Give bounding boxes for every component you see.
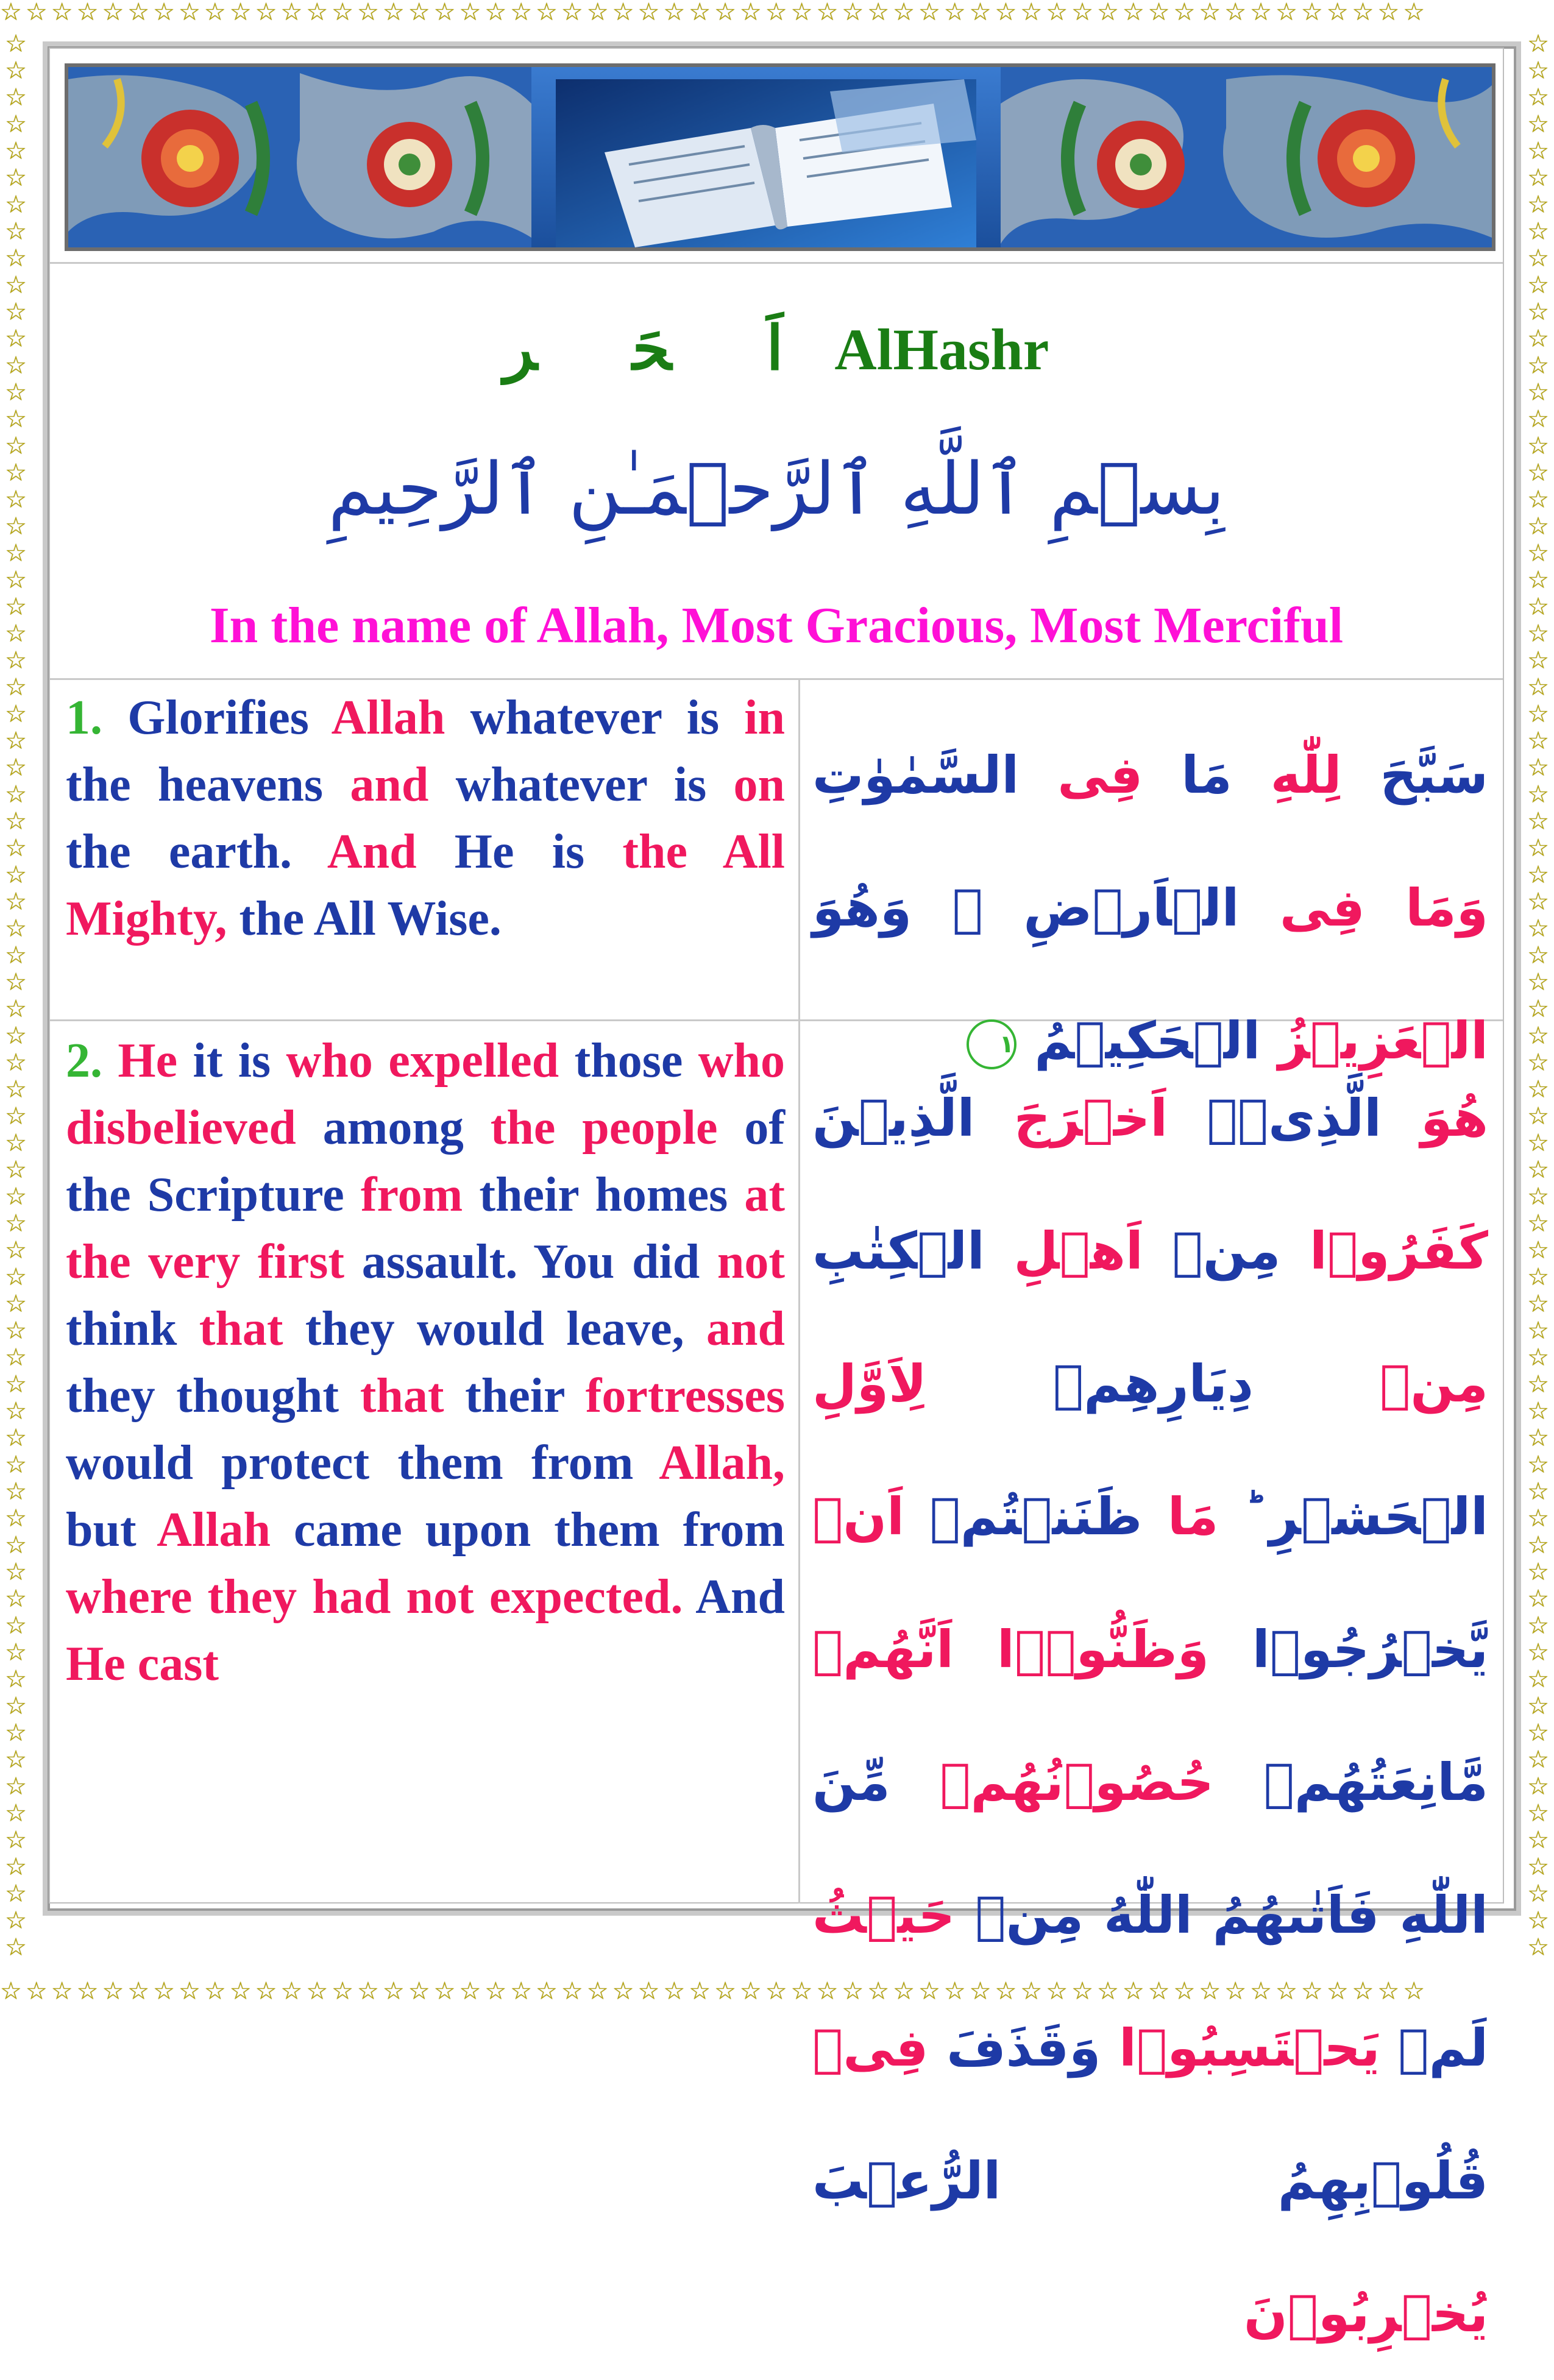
star-icon: ☆ bbox=[5, 1719, 27, 1747]
star-icon: ☆ bbox=[1527, 1746, 1549, 1774]
text-run: اَنۡ bbox=[812, 1487, 904, 1546]
text-run: فِی bbox=[1239, 878, 1365, 938]
text-run: اَهۡلِ bbox=[984, 1221, 1143, 1281]
left-floral-ornament bbox=[68, 67, 531, 247]
bismillah-english: In the name of Allah, Most Gracious, Most Merciful bbox=[209, 597, 1344, 654]
star-icon: ☆ bbox=[1527, 244, 1549, 272]
text-run: from bbox=[360, 1168, 463, 1222]
star-icon: ☆ bbox=[1527, 378, 1549, 406]
star-icon: ☆ bbox=[1527, 1022, 1549, 1050]
star-icon: ☆ bbox=[5, 1183, 27, 1211]
star-icon: ☆ bbox=[5, 1022, 27, 1050]
text-run: whatever is bbox=[428, 758, 734, 812]
text-run: وَقَذَفَ bbox=[928, 2018, 1101, 2078]
star-icon: ☆ bbox=[1527, 110, 1549, 138]
star-icon: ☆ bbox=[1527, 1424, 1549, 1452]
star-icon: ☆ bbox=[1527, 32, 1549, 58]
text-run: السَّمٰوٰتِ bbox=[812, 745, 1020, 805]
star-icon: ☆ bbox=[5, 459, 27, 487]
star-icon: ☆ bbox=[1527, 218, 1549, 246]
text-run: اَخۡرَجَ bbox=[974, 1088, 1168, 1148]
star-icon: ☆ bbox=[5, 1102, 27, 1130]
star-icon: ☆ bbox=[1527, 1773, 1549, 1801]
star-icon: ☆ bbox=[1527, 1236, 1549, 1264]
star-icon: ☆ bbox=[1527, 1370, 1549, 1398]
star-icon: ☆ bbox=[5, 1290, 27, 1318]
star-icon: ☆ bbox=[1527, 1263, 1549, 1291]
star-icon: ☆ bbox=[5, 620, 27, 648]
text-run: الۡكِتٰبِ bbox=[812, 1221, 985, 1281]
text-run: think bbox=[66, 1302, 199, 1356]
star-icon: ☆ bbox=[5, 1799, 27, 1827]
text-run: یُخۡرِبُوۡنَ bbox=[1243, 2284, 1488, 2343]
star-icon: ☆ bbox=[5, 325, 27, 353]
star-icon: ☆ bbox=[1527, 486, 1549, 514]
text-run: الَّذِیۡۤ bbox=[1168, 1088, 1382, 1148]
header-banner bbox=[65, 63, 1495, 251]
star-icon: ☆ bbox=[1527, 1531, 1549, 1559]
text-run: مِّنَ اللّٰهِ bbox=[812, 1752, 1488, 1945]
text-run: اَنَّهُمۡ bbox=[812, 1620, 954, 1679]
star-icon: ☆ bbox=[5, 1209, 27, 1238]
star-icon: ☆ bbox=[1527, 1129, 1549, 1157]
star-icon: ☆ bbox=[5, 941, 27, 969]
text-run: He is bbox=[416, 825, 623, 879]
surah-title bbox=[50, 313, 1503, 384]
text-run: مَا bbox=[1143, 745, 1232, 805]
star-icon: ☆ bbox=[1527, 1317, 1549, 1345]
surah-title-english: AlHashr bbox=[834, 317, 1049, 382]
star-icon: ☆ bbox=[5, 298, 27, 326]
top-star-border: ☆☆☆☆☆☆☆☆☆☆☆☆☆☆☆☆☆☆☆☆☆☆☆☆☆☆☆☆☆☆☆☆☆☆☆☆☆☆☆☆☆☆☆☆☆☆☆☆☆☆☆☆☆☆☆☆ bbox=[0, 0, 1429, 26]
star-icon: ☆ bbox=[5, 1531, 27, 1559]
text-run: یَحۡتَسِبُوۡا bbox=[1101, 2018, 1380, 2078]
text-run: لِلّٰهِ bbox=[1232, 745, 1342, 805]
star-icon: ☆ bbox=[5, 191, 27, 219]
bottom-star-border: ☆☆☆☆☆☆☆☆☆☆☆☆☆☆☆☆☆☆☆☆☆☆☆☆☆☆☆☆☆☆☆☆☆☆☆☆☆☆☆☆☆☆☆☆☆☆☆☆☆☆☆☆☆☆☆☆ bbox=[0, 1979, 1429, 2005]
star-icon: ☆ bbox=[5, 405, 27, 433]
surah-header bbox=[50, 262, 1503, 680]
star-icon: ☆ bbox=[1527, 1156, 1549, 1184]
star-icon: ☆ bbox=[5, 807, 27, 835]
text-run: Allah, bbox=[659, 1436, 785, 1490]
star-icon: ☆ bbox=[5, 539, 27, 567]
star-icon: ☆ bbox=[1527, 673, 1549, 701]
star-icon: ☆ bbox=[5, 378, 27, 406]
star-icon: ☆ bbox=[5, 1585, 27, 1613]
star-icon: ☆ bbox=[1527, 1826, 1549, 1854]
star-icon: ☆ bbox=[5, 754, 27, 782]
star-icon: ☆ bbox=[1527, 459, 1549, 487]
verse-1-arabic-cell bbox=[800, 678, 1503, 1071]
star-icon: ☆ bbox=[1527, 1907, 1549, 1935]
star-icon: ☆ bbox=[1527, 727, 1549, 755]
star-icon: ☆ bbox=[5, 512, 27, 540]
star-icon: ☆ bbox=[5, 83, 27, 112]
star-icon: ☆ bbox=[1527, 861, 1549, 889]
star-icon: ☆ bbox=[1527, 405, 1549, 433]
star-icon: ☆ bbox=[1527, 164, 1549, 192]
text-run: at the very first bbox=[66, 1168, 786, 1289]
text-run: كَفَرُوۡا bbox=[1280, 1221, 1488, 1281]
star-icon: ☆ bbox=[5, 781, 27, 809]
star-icon: ☆ bbox=[5, 32, 27, 58]
star-icon: ☆ bbox=[5, 1317, 27, 1345]
text-run: فِیۡ bbox=[812, 2018, 929, 2078]
star-icon: ☆ bbox=[1527, 352, 1549, 380]
text-run: هُوَ bbox=[1381, 1088, 1489, 1148]
star-icon: ☆ bbox=[1527, 432, 1549, 460]
star-icon: ☆ bbox=[5, 915, 27, 943]
text-run: وَهُوَ bbox=[812, 878, 912, 938]
star-icon: ☆ bbox=[5, 1451, 27, 1479]
star-icon: ☆ bbox=[1527, 1585, 1549, 1613]
star-icon: ☆ bbox=[1527, 539, 1549, 567]
verse-row-2 bbox=[50, 1021, 1503, 2343]
star-icon: ☆ bbox=[5, 727, 27, 755]
verse-2-english-cell bbox=[50, 1021, 800, 1904]
star-icon: ☆ bbox=[1527, 137, 1549, 165]
text-run: that bbox=[360, 1369, 444, 1423]
text-run: assault. You did bbox=[344, 1235, 717, 1289]
right-floral-ornament bbox=[1001, 67, 1492, 247]
star-icon: ☆ bbox=[1527, 1692, 1549, 1720]
star-icon: ☆ bbox=[5, 995, 27, 1023]
star-icon: ☆ bbox=[5, 1370, 27, 1398]
star-icon: ☆ bbox=[1527, 995, 1549, 1023]
text-run: Allah bbox=[157, 1503, 271, 1557]
verse-number: 1. bbox=[66, 691, 102, 745]
text-run: those bbox=[559, 1034, 698, 1088]
text-run: مِنۡ bbox=[1143, 1221, 1281, 1281]
text-run: ظَنَنۡتُمۡ bbox=[904, 1487, 1143, 1546]
star-icon: ☆ bbox=[1527, 620, 1549, 648]
text-run: Glorifies bbox=[127, 691, 309, 745]
star-icon: ☆ bbox=[5, 164, 27, 192]
star-icon: ☆ bbox=[1527, 834, 1549, 862]
star-icon: ☆ bbox=[1527, 646, 1549, 675]
star-icon: ☆ bbox=[5, 1746, 27, 1774]
star-icon: ☆ bbox=[1527, 1478, 1549, 1506]
star-icon: ☆ bbox=[1527, 1183, 1549, 1211]
star-icon: ☆ bbox=[5, 1826, 27, 1854]
text-run: they would leave, bbox=[283, 1302, 707, 1356]
text-run: their bbox=[444, 1369, 586, 1423]
star-icon: ☆ bbox=[1527, 700, 1549, 728]
text-run: الرُّعۡبَ bbox=[812, 2151, 1001, 2211]
text-run: الۡاَرۡضِ ۚ bbox=[912, 878, 1240, 938]
star-icon: ☆ bbox=[1527, 298, 1549, 326]
verse-1-english-cell bbox=[50, 678, 800, 1019]
star-icon: ☆ bbox=[1527, 271, 1549, 299]
star-icon: ☆ bbox=[5, 700, 27, 728]
star-icon: ☆ bbox=[5, 1504, 27, 1532]
text-run: مِنۡ bbox=[1253, 1354, 1488, 1414]
star-icon: ☆ bbox=[5, 861, 27, 889]
text-run: الۡعَزِیۡزُ bbox=[1260, 1011, 1488, 1071]
text-run: لَمۡ bbox=[1380, 2018, 1488, 2078]
text-run: of the Scripture bbox=[66, 1101, 785, 1222]
text-run: came upon them from bbox=[271, 1503, 785, 1557]
star-icon: ☆ bbox=[1527, 57, 1549, 85]
text-run: یَّخۡرُجُوۡا bbox=[1208, 1620, 1489, 1679]
open-book-icon bbox=[556, 79, 976, 247]
text-run: the All Mighty, bbox=[66, 825, 785, 946]
text-run: the people bbox=[490, 1101, 718, 1155]
text-run: دِیَارِهِمۡ bbox=[926, 1354, 1254, 1414]
text-run: they thought bbox=[66, 1369, 360, 1423]
star-icon: ☆ bbox=[5, 1049, 27, 1077]
text-run: who disbelieved bbox=[66, 1034, 785, 1155]
text-run: وَظَنُّوۡۤا bbox=[954, 1620, 1209, 1679]
text-run: He cast bbox=[66, 1637, 219, 1691]
verse-2-arabic bbox=[812, 1052, 1488, 2380]
star-icon: ☆ bbox=[5, 1773, 27, 1801]
star-icon: ☆ bbox=[5, 137, 27, 165]
text-run: مَا bbox=[1142, 1487, 1219, 1546]
star-icon: ☆ bbox=[1527, 781, 1549, 809]
star-icon: ☆ bbox=[5, 1907, 27, 1935]
text-run: حُصُوۡنُهُمۡ bbox=[890, 1752, 1214, 1812]
star-icon: ☆ bbox=[1527, 1451, 1549, 1479]
star-icon: ☆ bbox=[1527, 1075, 1549, 1103]
star-icon: ☆ bbox=[5, 1344, 27, 1372]
text-run: fortresses bbox=[585, 1369, 785, 1423]
star-icon: ☆ bbox=[1527, 1612, 1549, 1640]
text-run: on bbox=[733, 758, 786, 812]
ayah-end-marker-icon: ١ bbox=[967, 1019, 1016, 1069]
star-icon: ☆ bbox=[1527, 512, 1549, 540]
verse-1-english bbox=[66, 684, 785, 952]
star-icon: ☆ bbox=[1527, 1853, 1549, 1881]
star-icon: ☆ bbox=[5, 1478, 27, 1506]
star-icon: ☆ bbox=[5, 834, 27, 862]
star-icon: ☆ bbox=[5, 352, 27, 380]
star-icon: ☆ bbox=[5, 486, 27, 514]
star-icon: ☆ bbox=[1527, 1397, 1549, 1425]
star-icon: ☆ bbox=[5, 1612, 27, 1640]
text-run: And bbox=[327, 825, 417, 879]
text-run: and bbox=[350, 758, 429, 812]
star-icon: ☆ bbox=[5, 271, 27, 299]
star-icon: ☆ bbox=[1527, 807, 1549, 835]
text-run: would protect them from bbox=[66, 1436, 659, 1490]
left-star-border bbox=[0, 32, 32, 1979]
star-icon: ☆ bbox=[1527, 888, 1549, 916]
text-run: and bbox=[706, 1302, 785, 1356]
star-icon: ☆ bbox=[5, 110, 27, 138]
star-icon: ☆ bbox=[1527, 1558, 1549, 1586]
text-run: the All Wise. bbox=[227, 892, 502, 946]
text-run: the heavens bbox=[66, 758, 350, 812]
star-icon: ☆ bbox=[5, 1263, 27, 1291]
star-icon: ☆ bbox=[1527, 1049, 1549, 1077]
star-icon: ☆ bbox=[5, 1397, 27, 1425]
right-star-border bbox=[1522, 32, 1554, 1979]
text-run: الَّذِیۡنَ bbox=[812, 1088, 975, 1148]
star-icon: ☆ bbox=[1527, 1344, 1549, 1372]
star-icon: ☆ bbox=[5, 593, 27, 621]
star-icon: ☆ bbox=[1527, 1102, 1549, 1130]
text-run: it is bbox=[177, 1034, 286, 1088]
text-run: He bbox=[118, 1034, 178, 1088]
star-icon: ☆ bbox=[5, 1424, 27, 1452]
verse-2-english bbox=[66, 1027, 785, 1698]
star-icon: ☆ bbox=[1527, 1933, 1549, 1961]
text-run: فَاَتٰىهُمُ bbox=[1192, 1885, 1380, 1945]
star-icon: ☆ bbox=[1527, 593, 1549, 621]
text-run: لِاَوَّلِ bbox=[812, 1354, 927, 1414]
star-icon: ☆ bbox=[5, 646, 27, 675]
star-icon: ☆ bbox=[1527, 1209, 1549, 1238]
star-icon: ☆ bbox=[1527, 754, 1549, 782]
star-icon: ☆ bbox=[5, 1156, 27, 1184]
text-run: فِی bbox=[1019, 745, 1143, 805]
star-icon: ☆ bbox=[1527, 83, 1549, 112]
text-run: سَبَّحَ bbox=[1341, 745, 1488, 805]
text-run: not bbox=[717, 1235, 786, 1289]
star-icon: ☆ bbox=[1527, 1799, 1549, 1827]
star-icon: ☆ bbox=[5, 1880, 27, 1908]
star-icon: ☆ bbox=[5, 218, 27, 246]
text-run: their homes bbox=[463, 1168, 745, 1222]
star-icon: ☆ bbox=[5, 244, 27, 272]
star-icon: ☆ bbox=[5, 566, 27, 594]
bismillah-arabic: بِسۡمِ ٱللَّهِ ٱلرَّحۡمَـٰنِ ٱلرَّحِيمِ bbox=[328, 447, 1225, 531]
star-icon: ☆ bbox=[5, 57, 27, 85]
text-run: but bbox=[66, 1503, 157, 1557]
text-run: And bbox=[683, 1570, 786, 1624]
star-icon: ☆ bbox=[1527, 1504, 1549, 1532]
verse-2-arabic-cell bbox=[800, 1021, 1503, 2343]
text-run: the earth. bbox=[66, 825, 327, 879]
star-icon: ☆ bbox=[1527, 1638, 1549, 1666]
text-run: مَّانِعَتُهُمۡ bbox=[1213, 1752, 1488, 1812]
star-icon: ☆ bbox=[5, 1933, 27, 1961]
star-icon: ☆ bbox=[1527, 915, 1549, 943]
text-run: where they had not expected. bbox=[66, 1570, 683, 1624]
star-icon: ☆ bbox=[5, 1692, 27, 1720]
verse-number: 2. bbox=[66, 1034, 102, 1088]
star-icon: ☆ bbox=[5, 1853, 27, 1881]
text-run: Allah bbox=[308, 691, 470, 745]
star-icon: ☆ bbox=[5, 432, 27, 460]
star-icon: ☆ bbox=[1527, 1290, 1549, 1318]
text-run: الۡحَشۡرِ ؕ bbox=[1218, 1487, 1488, 1546]
text-run: قُلُوۡبِهِمُ bbox=[1001, 2151, 1488, 2211]
text-run: مِنۡ bbox=[955, 1885, 1084, 1945]
star-icon: ☆ bbox=[1527, 1880, 1549, 1908]
star-icon: ☆ bbox=[5, 1665, 27, 1693]
text-run: who expelled bbox=[286, 1034, 559, 1088]
text-run: حَیۡثُ bbox=[812, 1885, 956, 1945]
star-icon: ☆ bbox=[5, 1558, 27, 1586]
star-icon: ☆ bbox=[5, 1129, 27, 1157]
surah-title-arabic: اَلۡحَشۡر bbox=[503, 315, 784, 383]
star-icon: ☆ bbox=[1527, 1719, 1549, 1747]
text-run: that bbox=[199, 1302, 283, 1356]
star-icon: ☆ bbox=[5, 673, 27, 701]
star-icon: ☆ bbox=[5, 968, 27, 996]
text-run: الۡحَكِیۡمُ bbox=[1016, 1011, 1261, 1071]
star-icon: ☆ bbox=[1527, 191, 1549, 219]
star-icon: ☆ bbox=[5, 1638, 27, 1666]
star-icon: ☆ bbox=[1527, 1665, 1549, 1693]
star-icon: ☆ bbox=[5, 1236, 27, 1264]
text-run: whatever is bbox=[470, 691, 745, 745]
text-run: in bbox=[744, 691, 786, 745]
text-run: among bbox=[296, 1101, 491, 1155]
text-run: اللّٰهُ bbox=[1084, 1885, 1193, 1945]
text-run: وَمَا bbox=[1364, 878, 1488, 938]
star-icon: ☆ bbox=[1527, 968, 1549, 996]
star-icon: ☆ bbox=[1527, 325, 1549, 353]
star-icon: ☆ bbox=[5, 1075, 27, 1103]
star-icon: ☆ bbox=[1527, 566, 1549, 594]
star-icon: ☆ bbox=[1527, 941, 1549, 969]
star-icon: ☆ bbox=[5, 888, 27, 916]
